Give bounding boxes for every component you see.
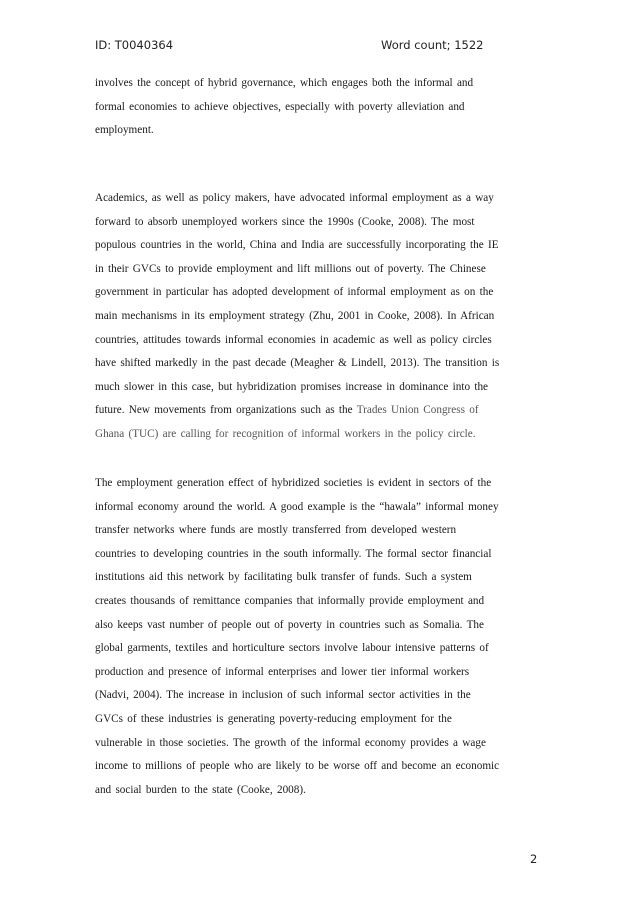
- text-line: have shifted markedly in the past decade (Meagher & Lindell, 2013). The transition is: [95, 357, 500, 370]
- text-line: income to millions of people who are likely to be worse off and become an economic: [95, 760, 500, 773]
- text-line: The employment generation effect of hybridized societies is evident in sectors of the: [95, 477, 492, 489]
- text-line: production and presence of informal enterprises and lower tier informal workers: [95, 665, 470, 678]
- text-line: employment.: [95, 124, 154, 137]
- text-line: institutions aid this network by facilitating bulk transfer of funds. Such a system: [95, 571, 472, 584]
- text-line: involves the concept of hybrid governance, which engages both the informal and: [95, 77, 474, 89]
- text-line: GVCs of these industries is generating poverty-reducing employment for the: [95, 712, 452, 725]
- text-line: global garments, textiles and horticulture sectors involve labour intensive patterns of: [95, 642, 489, 655]
- text-line: much slower in this case, but hybridization promises increase in dominance into the: [95, 380, 488, 393]
- text-line: Academics, as well as policy makers, have advocated informal employment as a way: [95, 192, 494, 204]
- text-line: government in particular has adopted development of informal employment as on the: [95, 286, 494, 299]
- text-line: main mechanisms in its employment strategy (Zhu, 2001 in Cooke, 2008). In African: [95, 309, 495, 322]
- paragraph-2: [95, 187, 535, 447]
- text-line: informal economy around the world. A good example is the “hawala” informal money: [95, 500, 499, 513]
- word-count: Word count; 1522: [381, 38, 484, 52]
- text-line: and social burden to the state (Cooke, 2008).: [95, 783, 306, 796]
- page-number: 2: [530, 852, 538, 866]
- text-line: countries, attitudes towards informal economies in academic as well as policy circles: [95, 333, 492, 346]
- text-line: (Nadvi, 2004). The increase in inclusion of such informal sector activities in the: [95, 689, 471, 702]
- text-line: also keeps vast number of people out of poverty in countries such as Somalia. The: [95, 618, 484, 631]
- text-line: transfer networks where funds are mostly transferred from developed western: [95, 524, 457, 537]
- text-line: [95, 399, 535, 423]
- text-line: in their GVCs to provide employment and lift millions out of poverty. The Chinese: [95, 262, 486, 275]
- paragraph-3: [95, 472, 535, 802]
- text-line: populous countries in the world, China and India are successfully incorporating the IE: [95, 239, 499, 252]
- text-line: creates thousands of remittance companies that informally provide employment and: [95, 594, 485, 607]
- highlighted-text: Ghana (TUC) are calling for recognition of informal workers in the policy circle.: [95, 427, 476, 440]
- text-line-start: future. New movements from organizations such as the: [95, 404, 357, 417]
- text-line: countries to developing countries in the south informally. The formal sector financial: [95, 547, 492, 560]
- highlighted-text: Trades Union Congress of: [356, 404, 479, 417]
- paragraph-1: [95, 72, 535, 143]
- page-header: [95, 38, 535, 56]
- text-line: formal economies to achieve objectives, especially with poverty alleviation and: [95, 100, 465, 113]
- text-line: forward to absorb unemployed workers since the 1990s (Cooke, 2008). The most: [95, 215, 475, 228]
- document-id: ID: T0040364: [95, 38, 174, 52]
- text-line: vulnerable in those societies. The growth of the informal economy provides a wage: [95, 736, 486, 749]
- text-line: [95, 423, 535, 447]
